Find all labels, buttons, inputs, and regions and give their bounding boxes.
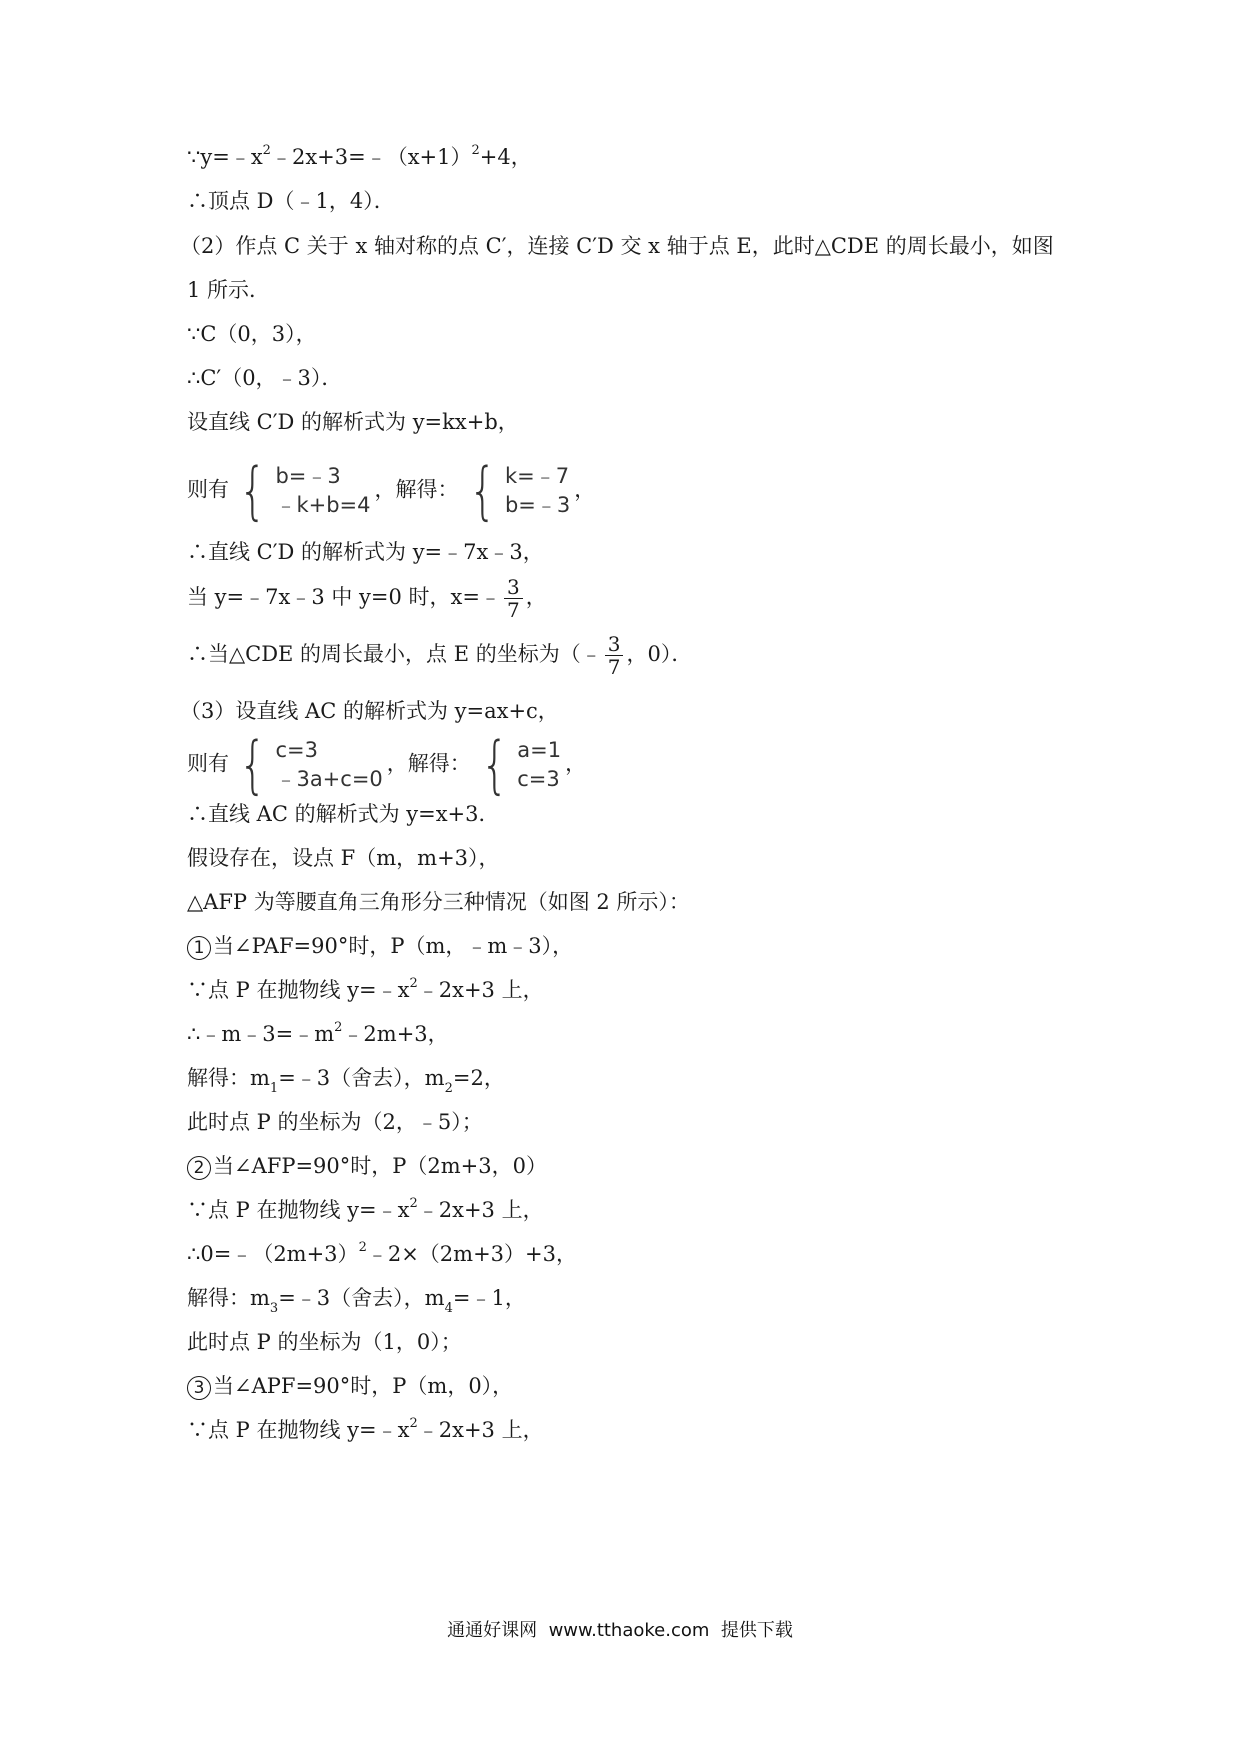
line-2: ∴顶点 D（﹣1，4）． [187,189,395,213]
line-24: $\therefore 0=﹣(2m+3)^2﹣2\times(2m+3)+3$， [187,1240,577,1266]
line-12: （3）设直线 AC 的解析式为 y=ax+c， [180,699,559,723]
circled-number: 1 [187,936,211,960]
line-15: 假设存在，设点 F（m，m+3）， [187,846,500,870]
equation-system-1: { c=3 ﹣3a+c=0 [238,728,383,801]
line-9: ∴直线 C′D 的解析式为 y=﹣7x﹣3， [187,540,544,564]
line-3: （2）作点 C 关于 x 轴对称的点 C′，连接 C′D 交 x 轴于点 E，此时△CDE 的周长最小，如图 [180,234,1054,258]
line-28: ∵点 P 在抛物线 $y=﹣x^2﹣2x+3$ 上， [187,1416,544,1442]
fraction: $\frac{3}{7}$ [605,633,624,678]
line-18: ∵点 P 在抛物线 $y=﹣x^2﹣2x+3$ 上， [187,976,544,1002]
equation-system-2: { a=1 c=3 [480,728,562,801]
fraction: $\frac{3}{7}$ [504,576,523,621]
line-14: ∴直线 AC 的解析式为 y=x+3． [187,802,500,826]
equation-system-1: { b=﹣3 ﹣k+b=4 [238,454,371,527]
line-1: $\because y=﹣x^2﹣2x+3=﹣(x+1)^2+4$， [187,143,532,169]
line-27: 3 当∠APF=90°时，P（m，0）， [187,1372,513,1400]
line-23: ∵点 P 在抛物线 $y=﹣x^2﹣2x+3$ 上， [187,1196,544,1222]
line-21: 此时点 P 的坐标为（2，﹣5）； [187,1110,483,1134]
circled-number: 2 [187,1156,211,1180]
line-7: 设直线 C′D 的解析式为 y=kx+b， [187,410,519,434]
line-4: 1 所示． [187,278,271,302]
equation-system-2: { k=﹣7 b=﹣3 [468,454,571,527]
line-5: ∵C（0，3）， [187,322,317,346]
line-20: 解得：$m_1=﹣3$（舍去），$m_2=2$， [187,1066,505,1097]
line-19: $\therefore﹣m﹣3=﹣m^2﹣2m+3$， [187,1020,449,1046]
line-26: 此时点 P 的坐标为（1，0）； [187,1330,462,1354]
line-11-fraction: ∴当△CDE 的周长最小，点 E 的坐标为（﹣ $\frac{3}{7}$ ，0）． [187,632,693,679]
page-footer: 通通好课网 www.tthaoke.com 提供下载 [447,1620,793,1641]
line-22: 2 当∠AFP=90°时，P（2m+3，0） [187,1152,547,1180]
line-13-equation-system: 则有 { c=3 ﹣3a+c=0 ，解得： { a=1 c=3 ， [187,728,587,801]
line-6: ∴C′（0，﹣3）． [187,366,343,390]
line-8-equation-system: 则有 { b=﹣3 ﹣k+b=4 ，解得： { k=﹣7 b=﹣3 ， [187,454,596,527]
line-25: 解得：$m_3=﹣3$（舍去），$m_4=﹣1$， [187,1286,526,1317]
line-10-fraction: 当 y=﹣7x﹣3 中 y=0 时，x=﹣ $\frac{3}{7}$ ， [187,575,547,622]
line-17: 1 当∠PAF=90°时，P（m，﹣m﹣3）， [187,932,573,960]
line-16: △AFP 为等腰直角三角形分三种情况（如图 2 所示）： [187,890,690,914]
circled-number: 3 [187,1376,211,1400]
